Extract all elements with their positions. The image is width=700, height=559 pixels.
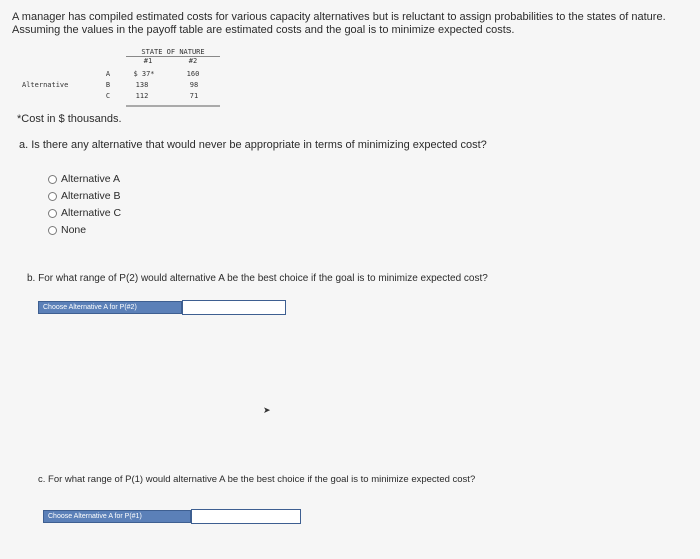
mouse-cursor-icon: ➤ [263,405,271,415]
p1-answer-field[interactable] [191,509,301,524]
cost-footnote: *Cost in $ thousands. [17,113,122,125]
p2-answer-field[interactable] [182,300,286,315]
row-b-letter: B [105,81,111,89]
radio-icon[interactable] [48,226,57,235]
state-2-label: #2 [188,57,198,65]
table-rule-bottom [126,105,220,107]
option-label: Alternative B [61,190,121,202]
radio-icon[interactable] [48,192,57,201]
choose-p1-dropdown[interactable]: Choose Alternative A for P(#1) [43,510,191,523]
table-header: STATE OF NATURE [141,48,205,56]
cell-b-2: 98 [189,81,199,89]
option-label: Alternative A [61,173,120,185]
radio-icon[interactable] [48,175,57,184]
row-a-letter: A [105,70,111,78]
row-c-letter: C [105,92,111,100]
cell-c-1: 112 [135,92,149,100]
cell-a-1: $ 37* [133,70,155,78]
option-alternative-a[interactable] [48,173,120,185]
question-c-answer-row [43,509,301,524]
option-alternative-b[interactable] [48,190,121,202]
option-label: Alternative C [61,207,122,219]
problem-intro [12,11,692,37]
row-label: Alternative [22,81,69,89]
question-a: a. Is there any alternative that would never be appropriate in terms of minimizing expected cost? [19,139,487,151]
option-alternative-c[interactable] [48,207,121,219]
radio-icon[interactable] [48,209,57,218]
cell-c-2: 71 [189,92,199,100]
intro-line-1: A manager has compiled estimated costs for various capacity alternatives but is reluctant to assign probabilities to the states of nature. [12,11,666,23]
question-b-answer-row [38,300,286,315]
option-none[interactable] [48,224,86,236]
question-b: b. For what range of P(2) would alternative A be the best choice if the goal is to minimize expected cost? [27,273,488,284]
option-label: None [61,224,87,236]
choose-p2-dropdown[interactable]: Choose Alternative A for P(#2) [38,301,182,314]
question-c: c. For what range of P(1) would alternative A be the best choice if the goal is to minimize expected cost? [38,474,476,485]
state-1-label: #1 [143,57,153,65]
cell-b-1: 138 [135,81,149,89]
intro-line-2: Assuming the values in the payoff table are estimated costs and the goal is to minimize expected costs. [12,24,515,36]
table-rule-top [126,56,220,57]
cell-a-2: 160 [186,70,200,78]
